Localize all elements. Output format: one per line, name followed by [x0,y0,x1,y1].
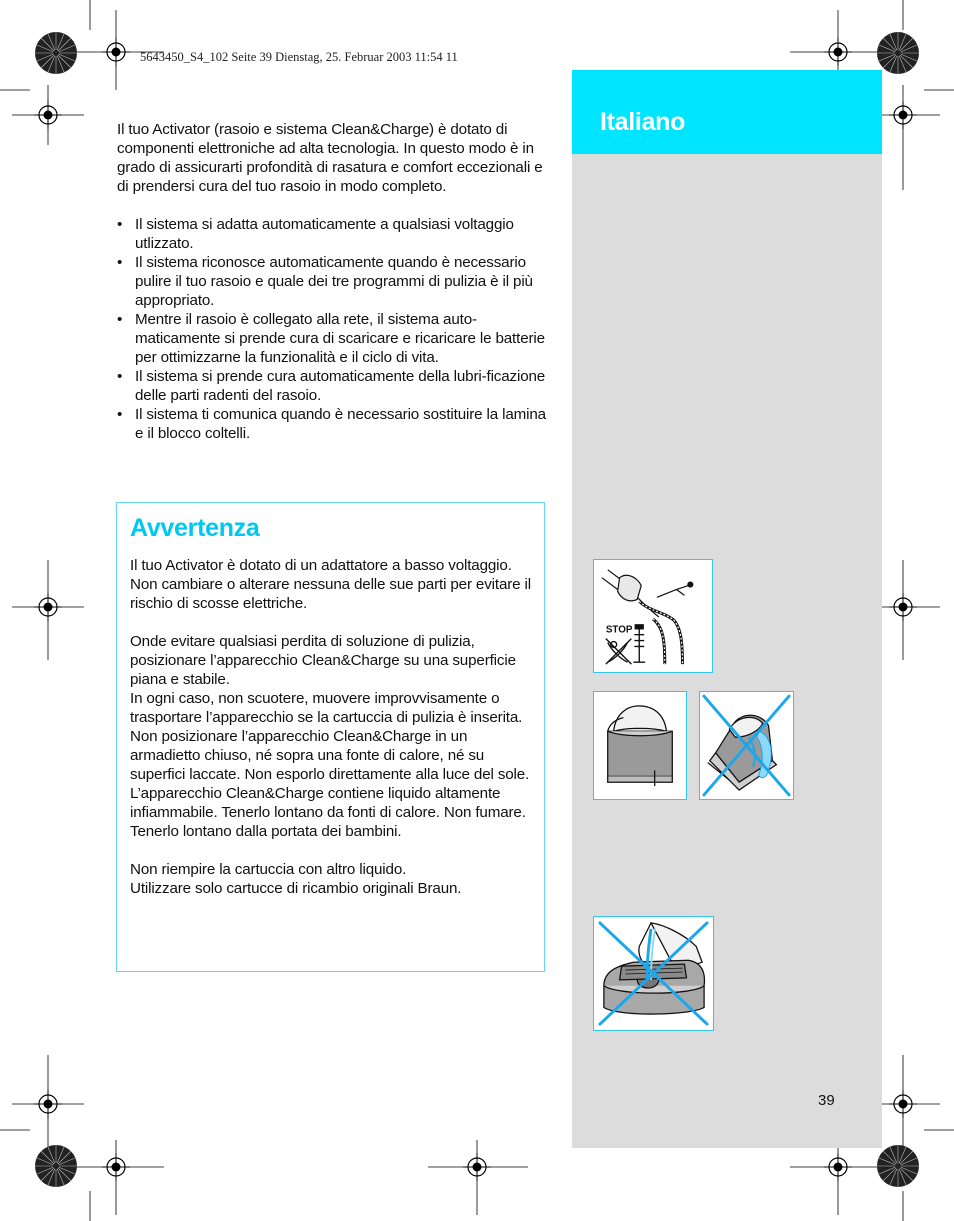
warning-box [116,502,545,972]
station-upright-illustration [593,691,687,800]
list-item: • Mentre il rasoio è collegato alla rete, il sistema auto-maticamente si prende cura di scaricare e ricaricare le batterie per ottimizzarne la funzionalità e il ciclo di vita. [117,310,547,367]
page-number: 39 [818,1092,835,1109]
warning-paragraph: L’apparecchio Clean&Charge contiene liquido altamente infiammabile. Tenerlo lontano da fonti di calore. Non fumare. Tenerlo lontano dalla portata dei bambini. [130,785,526,840]
print-header: 5643450_S4_102 Seite 39 Dienstag, 25. Februar 2003 11:54 11 [140,50,458,64]
list-item: • Il sistema si prende cura automaticamente della lubri-ficazione delle parti radenti del rasoio. [117,367,547,405]
section-band [572,70,882,154]
stop-label: STOP [605,624,633,636]
section-title: Italiano [600,108,686,136]
warning-paragraph: Non posizionare l’apparecchio Clean&Charge in un armadietto chiuso, né sopra una fonte di calore, né su superfici laccate. Non esporlo direttamente alla luce del sole. [130,728,530,783]
list-item: • Il sistema si adatta automaticamente a qualsiasi voltaggio utlizzato. [117,215,547,253]
intro-section [117,120,547,443]
plug-illustration [593,559,713,673]
warning-paragraph: Non riempire la cartuccia con altro liquido. [130,861,407,878]
refill-cartridge-illustration [593,916,714,1031]
intro-paragraph: Il tuo Activator (rasoio e sistema Clean&Charge) è dotato di componenti elettroniche ad alta tecnologia. In questo modo è in grado di assicurarti profondità di rasatura e comfort eccezionali e di prendersi cura del tuo rasoio in modo completo. [117,121,543,195]
warning-paragraph: Utilizzare solo cartucce di ricambio originali Braun. [130,880,462,897]
paragraph-gap [130,613,540,632]
warning-title: Avvertenza [130,514,260,542]
list-item: • Il sistema riconosce automaticamente quando è necessario pulire il tuo rasoio e quale dei tre programmi di pulizia è il più appropriato. [117,253,547,310]
feature-list [117,215,547,443]
warning-paragraph: In ogni caso, non scuotere, muovere improvvisamente o trasportare l’apparecchio se la cartuccia di pulizia è inserita. [130,690,523,726]
paragraph-gap [130,841,540,860]
station-tilted-illustration [699,691,794,800]
warning-body [130,556,540,898]
list-item: • Il sistema ti comunica quando è necessario sostituire la lamina e il blocco coltelli. [117,405,547,443]
warning-paragraph: Il tuo Activator è dotato di un adattatore a basso voltaggio. Non cambiare o alterare nessuna delle sue parti per evitare il rischio di scosse elettriche. [130,557,531,612]
warning-paragraph: Onde evitare qualsiasi perdita di soluzione di pulizia, posizionare l’apparecchio Clean&Charge su una superficie piana e stabile. [130,633,516,688]
